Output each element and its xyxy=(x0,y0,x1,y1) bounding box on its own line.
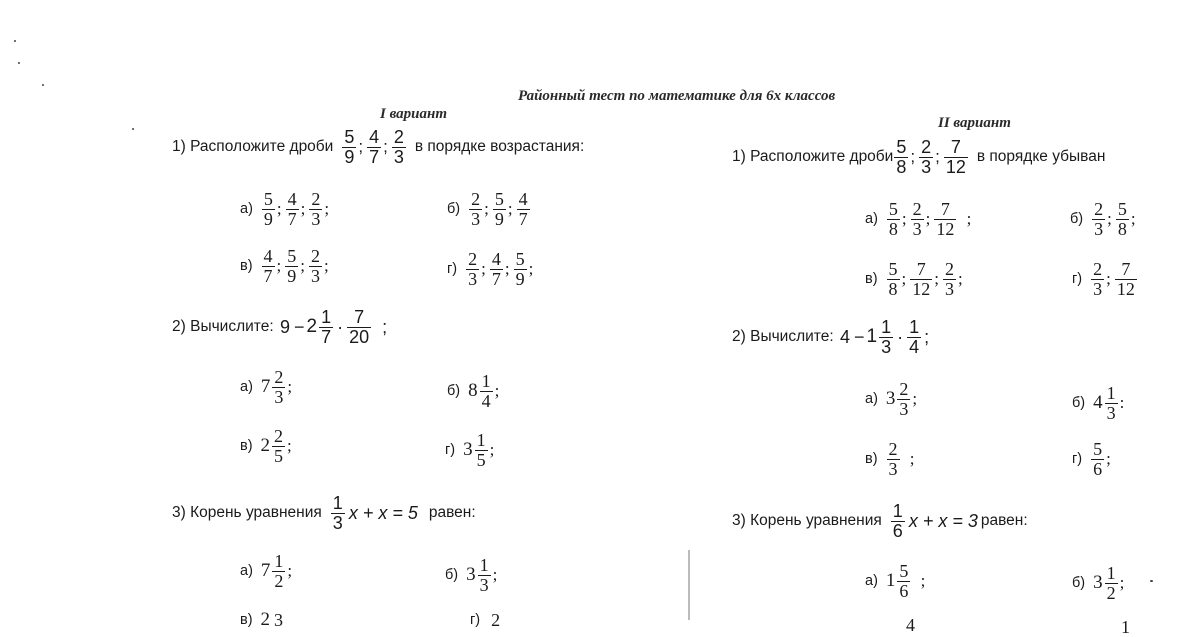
v1-q1-option-a: а) 5 9 ; 4 7 ; 2 3 ; xyxy=(240,189,330,229)
v1-q3-option-v: в) 2 3 xyxy=(240,609,284,630)
v2-q3-prompt: 3) Корень уравнения 1 6 x + x = 3 равен: xyxy=(732,501,1028,541)
v1-q3-option-b: б) 3 1 3 ; xyxy=(445,555,498,595)
fraction: 2 3 xyxy=(393,127,404,167)
v2-q1-prompt: 1) Расположите дроби 5 8 ; 2 3 ; 7 12 в порядке убыван xyxy=(732,137,1106,177)
v1-q1-option-b: б) 2 3 ; 5 9 ; 4 7 xyxy=(447,189,528,229)
v1-q1-prompt: 1) Расположите дроби 5 9 ; 4 7 ; 2 3 в порядке возрастания: xyxy=(172,127,585,167)
v2-q3-option-a: а) 1 5 6 ; xyxy=(865,561,926,601)
v2-q1-option-b: б) 2 3 ; 5 8 ; xyxy=(1070,199,1136,239)
scan-speck xyxy=(42,84,44,86)
v1-q3-prompt: 3) Корень уравнения 1 3 x + x = 5 равен: xyxy=(172,493,476,533)
v1-q1-option-g: г) 2 3 ; 4 7 ; 5 9 ; xyxy=(447,249,534,289)
v2-q2-option-v: в) 2 3 ; xyxy=(865,439,915,479)
fraction: 5 9 xyxy=(344,127,355,167)
v1-q1-text: Расположите дроби xyxy=(190,138,334,156)
v1-q3-option-g: г) 2 xyxy=(470,610,501,630)
v1-q1-suffix: в порядке возрастания: xyxy=(414,138,585,156)
v1-q2-option-a: а) 7 2 3 ; xyxy=(240,367,293,407)
v1-q3-option-a: а) 7 1 2 ; xyxy=(240,551,293,591)
v2-q2-option-b: б) 4 1 3 : xyxy=(1072,383,1125,423)
v2-q1-option-g: г) 2 3 ; 7 12 xyxy=(1072,259,1135,299)
v2-q1-option-a: а) 5 8 ; 2 3 ; 7 12 ; xyxy=(865,199,972,239)
fraction: 4 7 xyxy=(369,127,380,167)
v1-q2-option-v: в) 2 2 5 ; xyxy=(240,426,292,466)
scan-speck xyxy=(18,62,20,64)
v2-q2-option-g: г) 5 6 ; xyxy=(1072,439,1111,479)
v2-q3-option-g: 1 xyxy=(1121,617,1130,637)
v1-q2-prompt: 2) Вычислите: 9 − 2 1 7 · 7 20 ; xyxy=(172,307,388,347)
v2-q2-prompt: 2) Вычислите: 4 − 1 1 3 · 1 4 ; xyxy=(732,317,930,357)
variant-2-heading: II вариант xyxy=(938,115,1011,131)
v2-q3-option-b: б) 3 1 2 ; xyxy=(1072,563,1125,603)
v2-q3-option-v: 4 xyxy=(906,615,915,635)
page-title: Районный тест по математике для 6х классов xyxy=(518,88,836,104)
scan-speck xyxy=(1150,580,1153,582)
paper-fold-mark xyxy=(688,550,690,620)
v1-q1-option-v: в) 4 7 ; 5 9 ; 2 3 ; xyxy=(240,246,329,286)
v1-q1-number: 1) xyxy=(172,138,186,156)
v1-q2-option-g: г) 3 1 5 ; xyxy=(445,430,495,470)
v2-q1-option-v: в) 5 8 ; 7 12 ; 2 3 ; xyxy=(865,259,963,299)
variant-1-heading: I вариант xyxy=(380,106,448,122)
scan-speck xyxy=(14,40,16,42)
v2-q2-option-a: а) 3 2 3 ; xyxy=(865,379,918,419)
v1-q2-option-b: б) 8 1 4 ; xyxy=(447,371,500,411)
scan-speck xyxy=(132,128,134,130)
